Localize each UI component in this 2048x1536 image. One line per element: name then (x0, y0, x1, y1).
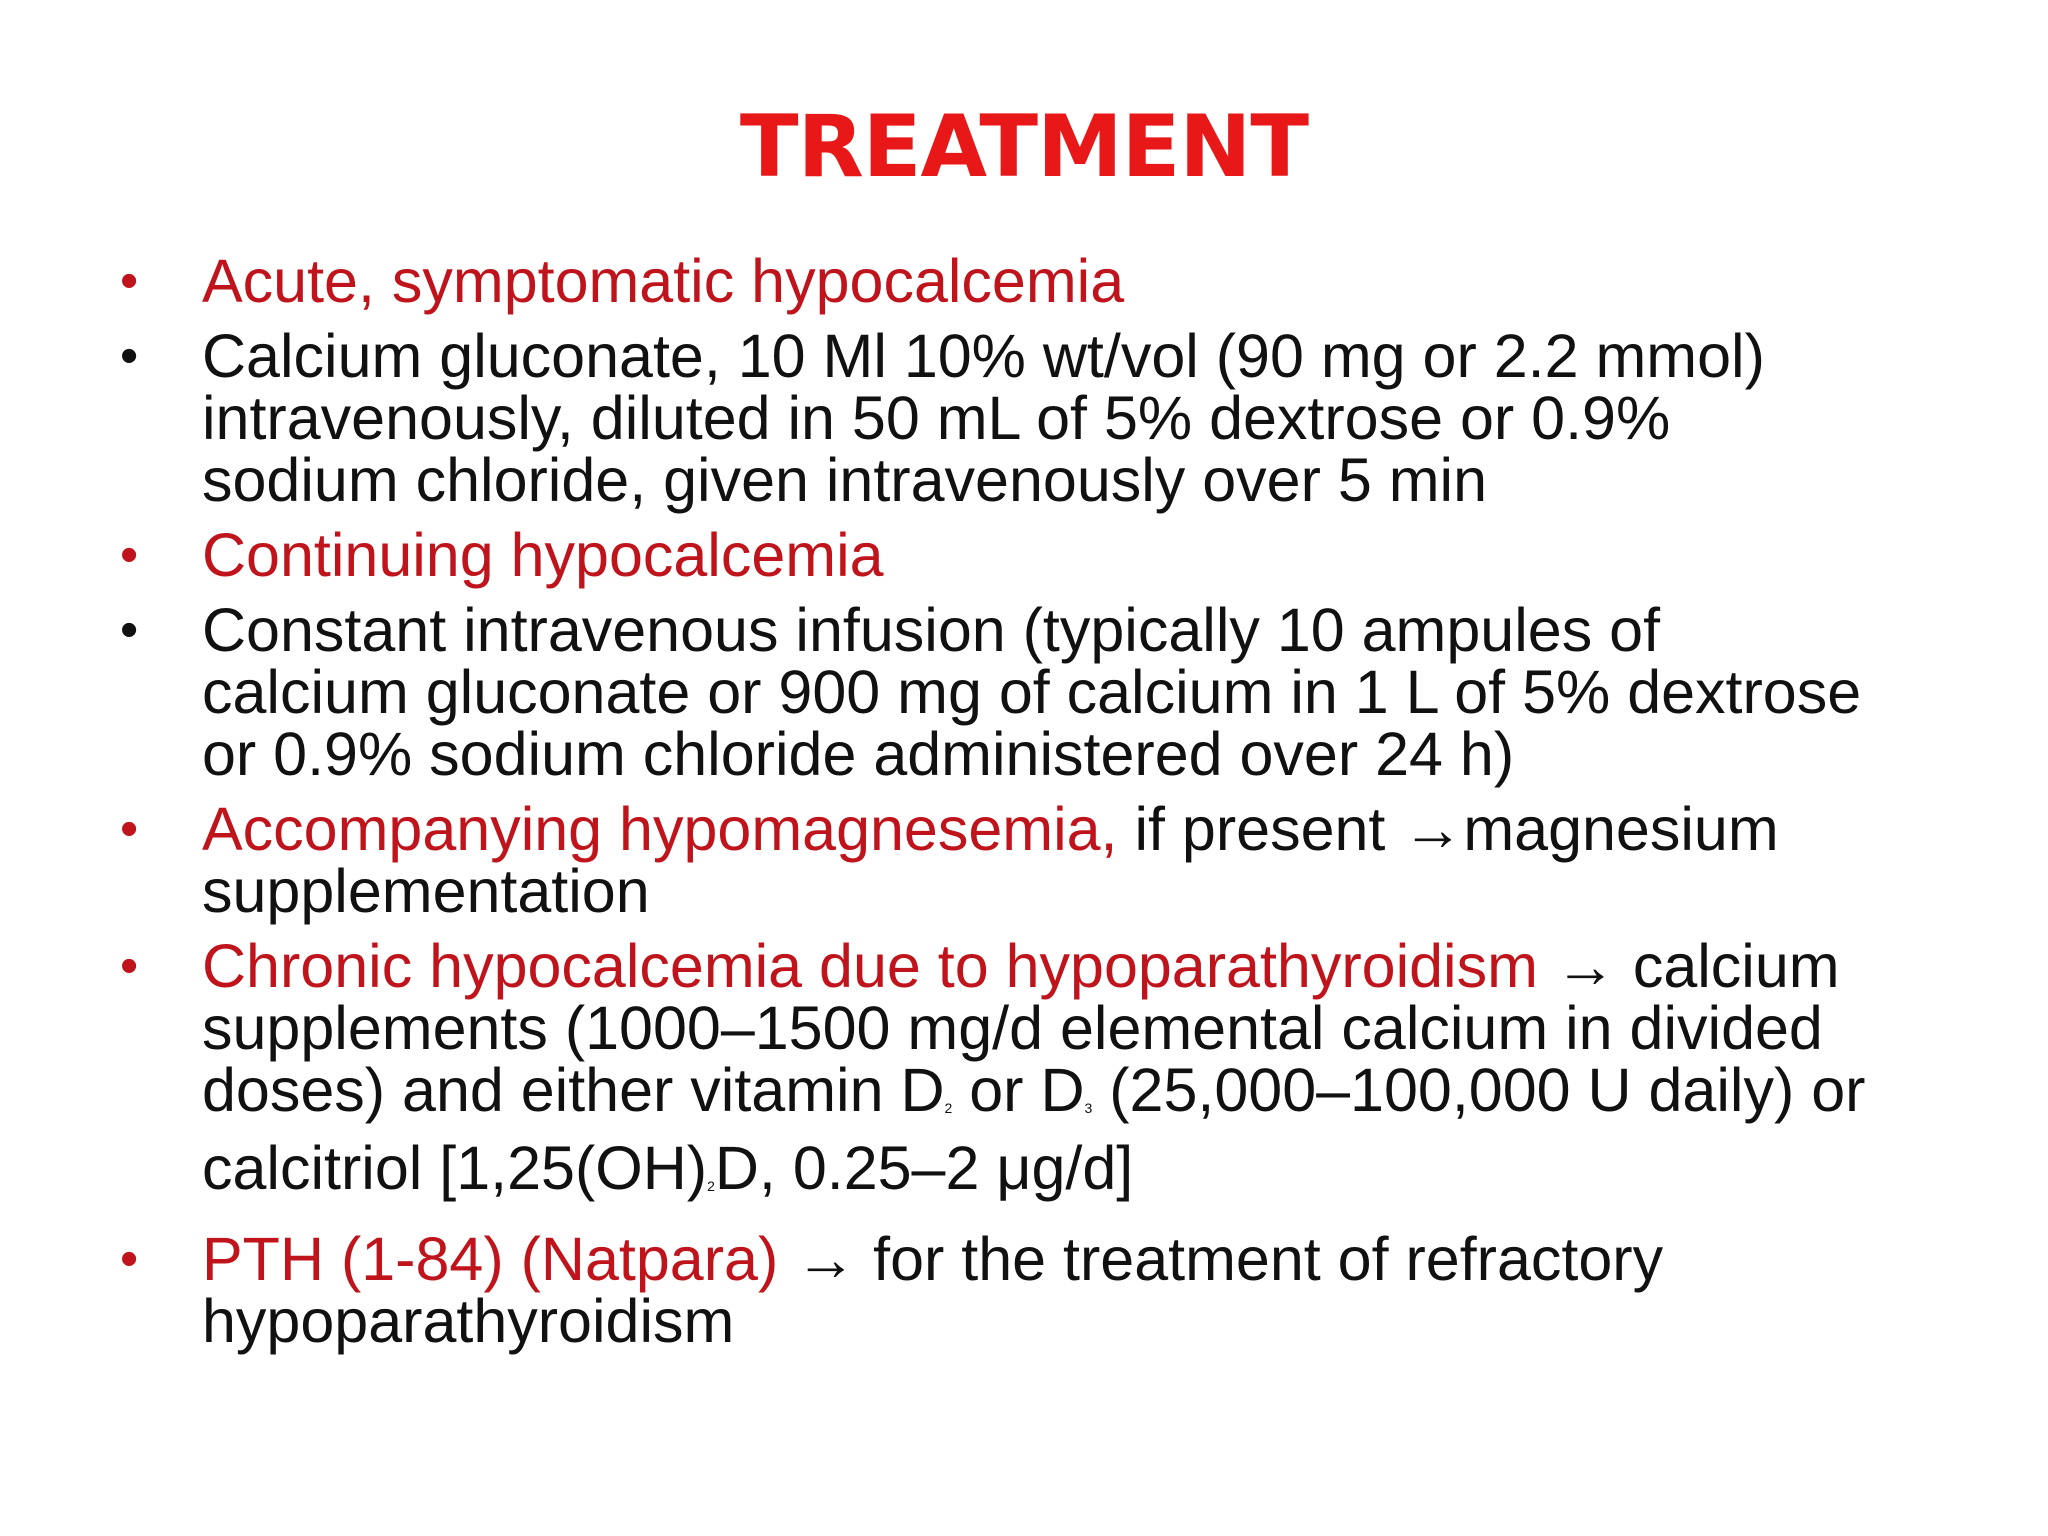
subscript: 3 (1084, 1100, 1093, 1116)
bullet-marker: • (120, 800, 139, 858)
bullet-text-line (202, 795, 1998, 863)
text-segment: supplements (1000–1500 mg/d elemental calcium in divided (202, 994, 1823, 1062)
text-segment: Acute, symptomatic hypocalcemia (202, 247, 1125, 315)
bullet-text-line (202, 247, 1998, 315)
bullet-item (118, 596, 1998, 788)
text-segment: → calcium (1554, 932, 1840, 1000)
bullet-text-line (202, 994, 1998, 1062)
text-segment: calcium gluconate or 900 mg of calcium in 1 L of 5% dextrose (202, 658, 1862, 726)
text-segment: (25,000–100,000 U daily) or (1092, 1056, 1866, 1124)
bullet-text-line (202, 658, 1998, 726)
bullet-item (118, 521, 1998, 589)
bullet-text-line (202, 1056, 1998, 1137)
text-segment: or D (952, 1056, 1085, 1124)
bullet-text-line (202, 521, 1998, 589)
text-segment: sodium chloride, given intravenously over 5 min (202, 446, 1488, 514)
text-segment: doses) and either vitamin D (202, 1056, 945, 1124)
text-segment: intravenously, diluted in 50 mL of 5% dextrose or 0.9% (202, 384, 1671, 452)
text-segment: Continuing hypocalcemia (202, 521, 884, 589)
bullet-text-line (202, 1225, 1998, 1293)
text-segment: Chronic hypocalcemia due to hypoparathyroidism (202, 932, 1555, 1000)
bullet-text-line (202, 1287, 1998, 1355)
bullet-text-line (202, 720, 1998, 788)
text-segment: hypoparathyroidism (202, 1287, 735, 1355)
text-segment: PTH (1-84) (Natpara) (202, 1225, 796, 1293)
bullet-text-line (202, 1134, 1998, 1215)
slide-title: TREATMENT (739, 97, 1309, 197)
bullet-text-line (202, 384, 1998, 452)
bullet-text-line (202, 322, 1998, 390)
text-segment: supplementation (202, 857, 650, 925)
bullet-marker: • (120, 601, 139, 659)
bullet-item (118, 1225, 1998, 1355)
bullet-marker: • (120, 252, 139, 310)
bullet-marker: • (120, 327, 139, 385)
text-segment: or 0.9% sodium chloride administered over 24 h) (202, 720, 1515, 788)
bullet-item (118, 795, 1998, 925)
bullet-marker: • (120, 937, 139, 995)
subscript: 2 (707, 1178, 715, 1194)
bullet-text-line (202, 932, 1998, 1000)
bullet-text-line (202, 857, 1998, 925)
text-segment: Calcium gluconate, 10 Ml 10% wt/vol (90 mg or 2.2 mmol) (202, 322, 1765, 390)
bullet-item (118, 322, 1998, 514)
bullet-list (118, 247, 1998, 1365)
subscript: 2 (944, 1100, 953, 1116)
text-segment: Constant intravenous infusion (typically 10 ampules of (202, 596, 1661, 664)
text-segment: if present →magnesium (1134, 795, 1779, 863)
text-segment: Accompanying hypomagnesemia, (202, 795, 1135, 863)
bullet-marker: • (120, 1230, 139, 1288)
bullet-item (118, 932, 1998, 1215)
bullet-text-line (202, 596, 1998, 664)
bullet-marker: • (120, 526, 139, 584)
text-segment: → for the treatment of refractory (795, 1225, 1664, 1293)
bullet-text-line (202, 446, 1998, 514)
text-segment: calcitriol [1,25(OH) (202, 1134, 708, 1202)
text-segment: D, 0.25–2 μg/d] (714, 1134, 1134, 1202)
bullet-item (118, 247, 1998, 315)
